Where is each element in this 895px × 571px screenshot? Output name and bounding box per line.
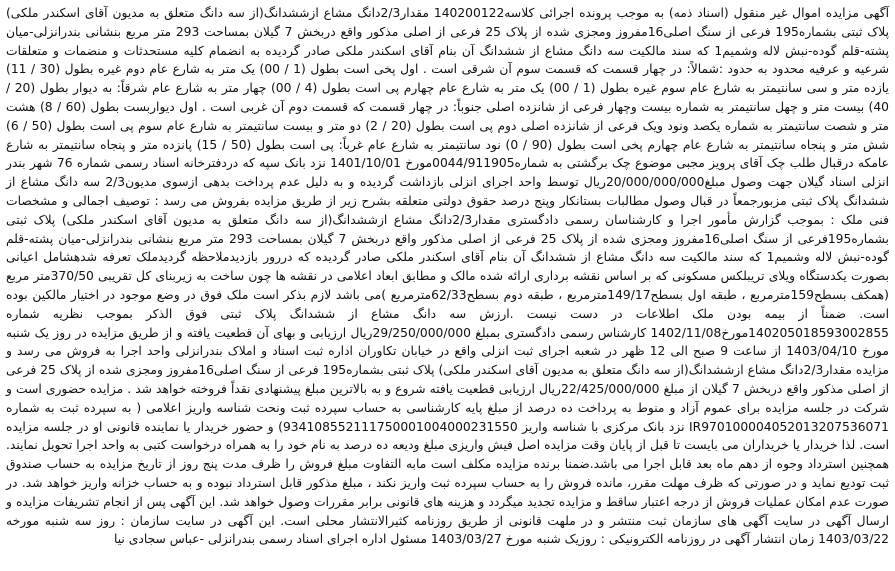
auction-notice-text: آگهی مزایده اموال غیر منقول (اسناد ذمه) به موجب پرونده اجرائی کلاسه140200122 مقدار2/3دانگ مشاع ازششدانگ(از سه دانگ متعلق به مدیون آقای اسکندر ملکی) پلاک ثبتی بشماره195 فرعی از سنگ اصلی16مفروز ومجزی شده از پلاک 25 فرعی از اصلی مذکور واقع دربخش 7 گیلان بمساحت 293 متر مربع بنشانی بندرانزلی-میان پشته-قلم گوده-نبش لاله وشمیم1 که سند مالکیت سه دانگ مشاع از ششدانگ آن بنام آقای اسکندر ملکی صادر گردیده به انضمام کلیه مستحدثات و منضمات و متعلقات شرعیه و عرفیه محدود به حدود :شمالاً: در چهار قسمت که قسمت سوم آن شرقی است . اول پخی است بطول (1 / 00) یک متر به شارع عام دوم غیره بطول (30 / 11) یازده متر و سی سانتیمتر به شارع عام سوم غیره بطول (1 / 00) یک متر به شارع عام چهارم پی است بطول (4 / 00) چهار متر به شارع عام شرقاً: به دیوار بطول (20 / 40) بیست متر و چهل سانتیمتر به شماره بیست وچهار فرعی از شانزده اصلی جنوباً: در چهار قسمت که قسمت دوم آن غربی است . اول دیواربست بطول (60 / 8) هشت متر و شصت سانتیمتر به شماره یکصد ونود ویک فرعی از شانزده اصلی دوم پی است بطول (20 / 2) دو متر و بیست سانتیمتر به شارع عام سوم پی است بطول (50 / 6) شش متر و پنجاه سانتیمتر به شارع عام چهارم پخی است بطول (90 / 0) نود سانتیمتر به شارع عام غرباً: پی است بطول (50 / 15) پانزده متر و پنجاه سانتیمتر به شارع عامکه درقبال طلب چک آقای پرویز مجبی موضوع چک برگشتی به شماره0044/911905مورخ 1401/10/01 نزد بانک سپه که دردفترخانه اسناد رسمی شماره 76 شهر بندر انزلی اسناد گیلان جهت وصول مبلغ20/000/000/000ریال توسط واحد اجرای انزلی بازداشت گردیده و به دلیل عدم پرداخت بدهی ازسوی مدیون2/3 سه دانگ مشاع از ششدانگ پلاک ثبتی مزبورجمعاً در قبال وصول مطالبات بستانکار وپنج درصد حقوق دولتی متعلقه بشرح زیر از طریق مزایده بفروش می رسد : توصیف اجمالی و مشخصات فنی ملک : بموجب گزارش مأمور اجرا و کارشناسان رسمی دادگستری مقدار2/3دانگ مشاع ازششدانگ(از سه دانگ متعلق به مدیون آقای اسکندر ملکی) پلاک ثبتی بشماره195فرعی از سنگ اصلی16مفروز ومجزی شده از پلاک 25 فرعی از اصلی مذکور واقع دربخش 7 گیلان بمساحت 293 متر مربع بنشانی بندرانزلی-میان پشته-قلم گوده-نبش لاله وشمیم1 که سند مالکیت سه دانگ مشاع از ششدانگ آن بنام آقای اسکندر ملکی صادر گردیده که دررور بازدیدملاحظه گردیدملک تعرفه شدهشامل اعیانی بصورت یکدستگاه ویلای تریبلکس مسکونی که بر اساس نقشه برداری ارائه شده مالک و مطابق ابعاد اعلامی در نقشه ها چون ساخت به زیربنای کل تقریبی 370/50متر مربع (همکف بسطح159مترمربع ، طبقه اول بسطح149/17مترمربع ، طبقه دوم بسطح62/33مترمربع )می باشد لازم بذکر است ملک فوق در وضع موجود در اختیار مالکین بوده است. ضمناً از بیمه بودن ملک اطلاعات در دست نیست .ارزش سه دانگ مشاع از ششدانگ پلاک ثبتی فوق الذکر بموجب نظریه شماره 140205018593002855مورخ1402/11/08 کارشناس رسمی دادگستری بمبلغ 29/250/000/000ریال ارزیابی و بهای آن قطعیت یافته و از طریق مزایده در روز یک شنبه مورخ 1403/04/10 از ساعت 9 صبح الی 12 ظهر در شعبه اجرای ثبت انزلی واقع در خیابان تکاوران اداره ثبت اسناد و املاک بندرانزلی واحد اجرا به فروش می رسد و مزایده مقدار2/3دانگ مشاع ازششدانگ(از سه دانگ متعلق به مدیون آقای اسکندر ملکی) پلاک ثبتی بشماره195 فرعی از سنگ اصلی16مفروز ومجزی شده از پلاک 25 فرعی از اصلی مذکور واقع دربخش 7 گیلان از مبلغ 22/425/000/000ریال ارزیابی قطعیت یافته شروع و به بالاترین مبلغ پیشنهادی نقداً فروخته خواهد شد . مزایده حضوری است و شرکت در جلسه مزایده برای عموم آزاد و منوط به پرداخت ده درصد از مبلغ پایه کارشناسی به حساب سپرده ثبت ونحت شناسه واریز اعلامی ( به سپرده ثبت به شماره IR970100004052013207536071 نزد بانک مرکزی با شناسه واریز 934108552111750001004000231550) و حضور خریدار یا نماینده قانونی او در جلسه مزایده است. لذا خریدار یا خریداران می بایست تا قبل از پایان وقت مزایده اصل فیش واریزی مبلغ ودیعه ده درصد به نام خود را به همراه درخواست کتبی به واحد اجرا تحویل نمایند. همچنین استرداد وجوه از دهم ماه بعد قابل اجرا می باشد.ضمنا برنده مزایده مکلف است مابه التفاوت مبلغ فروش را ظرف مدت پنج روز از تاریخ مزایده به حساب صندوق ثبت تودیع نماید و در صورتی که ظرف مهلت مقرر، مانده فروش را به حساب سپرده ثبت واریز نکند ، مبلغ مذکور قابل استرداد نبوده و به حساب خزانه واریز خواهد شد. در صورت عدم امکان عملیات فروش از درجه اعتبار ساقط و مزایده تجدید میگردد و هزینه های قانونی برابر مقررات وصول خواهد شد. این آگهی پس از انجام تشریفات مزایده و ارسال آگهی در سایت آگهی های سازمان ثبت منتشر و در ملهت قانونی از طریق روزنامه کثیرالانتشار محلی است. این آگهی در سایت سازمان : روز سه شنبه مورخه 1403/03/22 زمان انتشار آگهی در روزنامه الکترونیکی : روزیک شنبه مورخ 1403/03/27 مسئول اداره اجرای اسناد رسمی بندرانزلی -عباس سجادی نیا [6, 6, 890, 547]
